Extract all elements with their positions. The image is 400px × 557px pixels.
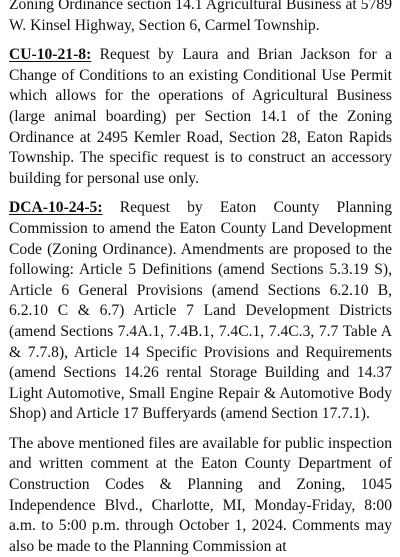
notice-paragraph-public-inspection [9,434,392,557]
notice-paragraph-dca-10-24-5 [9,198,392,425]
paragraph-text: Zoning Ordinance section 14.1 Agricultural Business at 5789 W. Kinsel Highway, Section 6, Carmel Township. [9,0,392,34]
paragraph-text: Request by Laura and Brian Jackson for a Change of Conditions to an existing Conditional Use Permit which allows for the operations of Agricultural Business (large animal boarding) per Section 14.1 of the Zoning Ordinance at 2495 Kemler Road, Section 28, Eaton Rapids Township. The specific request is to construct an accessory building for personal use only. [9,46,392,187]
paragraph-text: Request by Eaton County Planning Commission to amend the Eaton County Land Development Code (Zoning Ordinance). Amendments are proposed to the following: Article 5 Definitions (amend Sections 5.3.19 S), Article 6 General Provisions (amend Sections 6.2.10 B, 6.2.10 C & 6.7) Article 7 Land Development Districts (amend Sections 7.4A.1, 7.4B.1, 7.4C.1, 7.4C.3, 7.7 Table A & 7.7.8), Article 14 Specific Provisions and Requirements (amend Sections 14.26 rental Storage Building and 14.37 Light Automotive, Small Engine Repair & Automotive Body Shop) and Article 17 Bufferyards (amend Section 17.7.1). [9,199,392,423]
case-id: CU-10-21-8: [9,46,92,64]
case-id: DCA-10-24-5: [9,199,103,217]
notice-paragraph-cu-10-21-8 [9,45,392,189]
legal-notice [9,0,392,557]
notice-paragraph-carmel-continuation [9,0,392,36]
paragraph-text: The above mentioned files are available for public inspection and written comment at the Eaton County Department of Construction Codes & Planning and Zoning, 1045 Independence Blvd., Charlotte, MI, Monday-Friday, 8:00 a.m. to 5:00 p.m. through October 1, 2024. Comments may also be made to the Planning Commission at [9,434,392,555]
